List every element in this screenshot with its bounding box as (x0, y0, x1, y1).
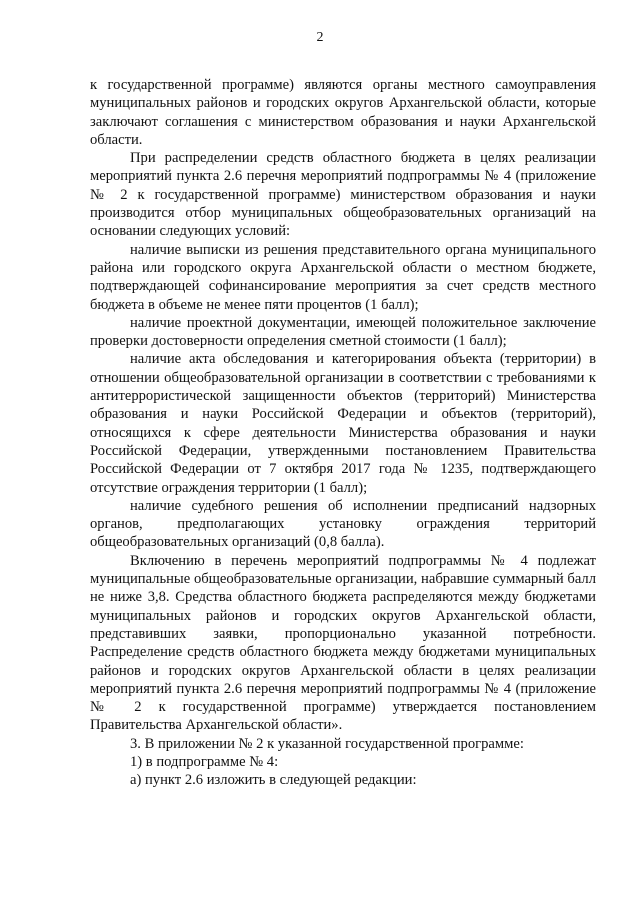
paragraph-item-3-1: 1) в подпрограмме № 4: (130, 753, 279, 770)
paragraph-condition-inspection-act: наличие акта обследования и категорирования объекта (территории) в отношении общеобразовательной организации в соответствии с требованиями к антитеррористической защищенности объектов (территорий) Министерства образования и науки Российской Федерации и объектов (территорий), относящихся к сфере деятельности Министерства образования и науки Российской Федерации, утвержденными постановлением Правительства Российской Федерации от 7 октября 2017 года № 1235, подтверждающего отсутствие ограждения территории (1 балл); (90, 351, 596, 496)
paragraph-condition-budget-extract: наличие выписки из решения представительного органа муниципального района или городского округа Архангельской области о местном бюджете, подтверждающей софинансирование мероприятия за счет средств местного бюджета в объеме не менее пяти процентов (1 балл); (90, 241, 596, 313)
paragraph-condition-project-docs: наличие проектной документации, имеющей положительное заключение проверки достоверности определения сметной стоимости (1 балл); (90, 314, 596, 350)
paragraph-condition-court-decision: наличие судебного решения об исполнении предписаний надзорных органов, предполагающих установку ограждения территорий общеобразовательных организаций (0,8 балла). (90, 497, 596, 551)
paragraph-item-3-1-a: а) пункт 2.6 изложить в следующей редакции: (130, 772, 417, 789)
paragraph-item-3: 3. В приложении № 2 к указанной государственной программе: (130, 735, 524, 752)
paragraph-continuation: к государственной программе) являются органы местного самоуправления муниципальных районов и городских округов Архангельской области, которые заключают соглашения с министерством образования и науки Архангельской области. (90, 77, 596, 148)
paragraph-distribution-intro: При распределении средств областного бюджета в целях реализации мероприятий пункта 2.6 перечня мероприятий подпрограммы № 4 (приложение № 2 к государственной программе) министерством образования и науки производится отбор муниципальных общеобразовательных организаций на основании следующих условий: (90, 150, 596, 240)
page-number: 2 (316, 30, 324, 45)
paragraph-inclusion-rules: Включению в перечень мероприятий подпрограммы № 4 подлежат муниципальные общеобразовательные организации, набравшие суммарный балл не ниже 3,8. Средства областного бюджета распределяются между бюджетами муниципальных районов и городских округов Архангельской области, представивших заявки, пропорционально указанной потребности. Распределение средств областного бюджета между бюджетами муниципальных районов и городских округов Архангельской области в целях реализации мероприятий пункта 2.6 перечня мероприятий подпрограммы № 4 (приложение № 2 к государственной программе) утверждается постановлением Правительства Архангельской области». (90, 552, 596, 734)
document-body (90, 76, 596, 790)
